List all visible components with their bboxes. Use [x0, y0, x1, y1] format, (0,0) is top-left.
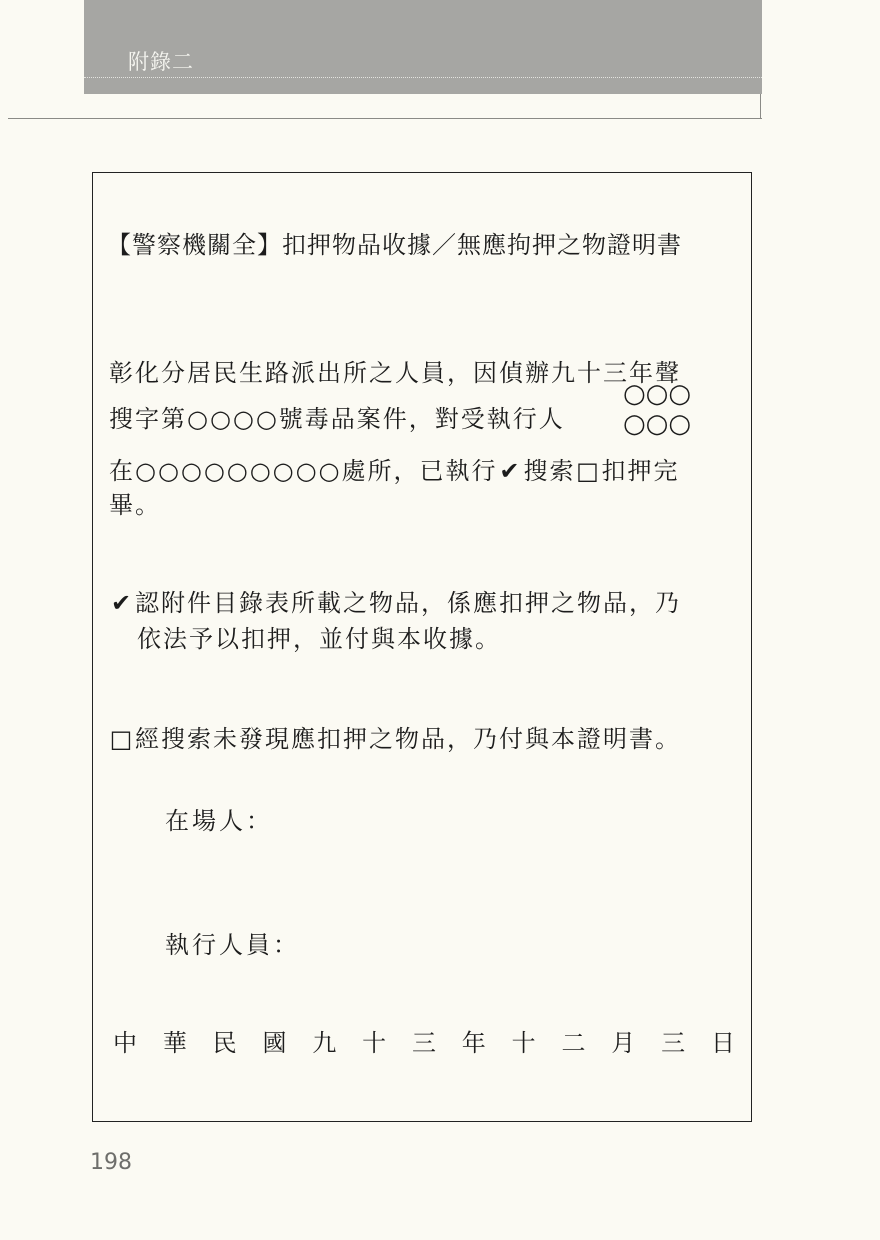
- body-line-2: 搜字第○○○○號毒品案件，對受執行人: [109, 405, 565, 433]
- header-divider-tick: [760, 94, 761, 119]
- seize-checkbox[interactable]: □: [576, 457, 601, 485]
- header-divider: [8, 118, 762, 119]
- clause-seized: [109, 583, 681, 618]
- subject-name-row-1: ○○○: [623, 379, 692, 409]
- date-char: 年: [461, 1029, 486, 1057]
- date-char: 華: [162, 1029, 187, 1057]
- location-text: 在○○○○○○○○○處所，已執行: [109, 457, 498, 485]
- body-line-1: 彰化分居民生路派出所之人員，因偵辦九十三年聲: [109, 359, 681, 387]
- clause-seized-text: 認附件目錄表所載之物品，係應扣押之物品，乃: [135, 589, 681, 617]
- body-line-4: 畢。: [109, 491, 161, 519]
- search-checkbox[interactable]: ✔: [499, 457, 522, 485]
- section-label: 附錄二: [128, 50, 194, 74]
- present-person-label: 在場人：: [165, 807, 273, 835]
- executing-officer-label: 執行人員：: [165, 931, 300, 959]
- date-char: 三: [411, 1029, 436, 1057]
- form-box: [92, 172, 752, 1122]
- page-number: 198: [90, 1150, 132, 1175]
- clause-not-found: [109, 719, 681, 754]
- date-char: 民: [212, 1029, 237, 1057]
- date-row: [113, 1023, 735, 1058]
- subject-names: [623, 379, 723, 439]
- date-char: 九: [312, 1029, 337, 1057]
- date-char: 二: [561, 1029, 586, 1057]
- date-char: 國: [262, 1029, 287, 1057]
- clause-seized-continued: 依法予以扣押，並付與本收據。: [137, 625, 501, 653]
- date-char: 中: [113, 1029, 137, 1057]
- clause-not-found-checkbox[interactable]: □: [109, 725, 135, 753]
- clause-seized-checkbox[interactable]: ✔: [110, 589, 134, 617]
- date-char: 月: [611, 1029, 636, 1057]
- date-char: 日: [710, 1029, 735, 1057]
- header-dotted-line: [84, 77, 762, 78]
- clause-not-found-text: 經搜索未發現應扣押之物品，乃付與本證明書。: [135, 725, 681, 753]
- form-title: 【警察機關全】扣押物品收據／無應拘押之物證明書: [107, 231, 682, 259]
- seize-label: 扣押完: [601, 457, 680, 485]
- body-line-3: [109, 451, 679, 486]
- search-label: 搜索: [523, 457, 576, 485]
- date-char: 十: [362, 1029, 387, 1057]
- date-char: 十: [511, 1029, 536, 1057]
- subject-name-row-2: ○○○: [623, 409, 692, 439]
- date-char: 三: [661, 1029, 686, 1057]
